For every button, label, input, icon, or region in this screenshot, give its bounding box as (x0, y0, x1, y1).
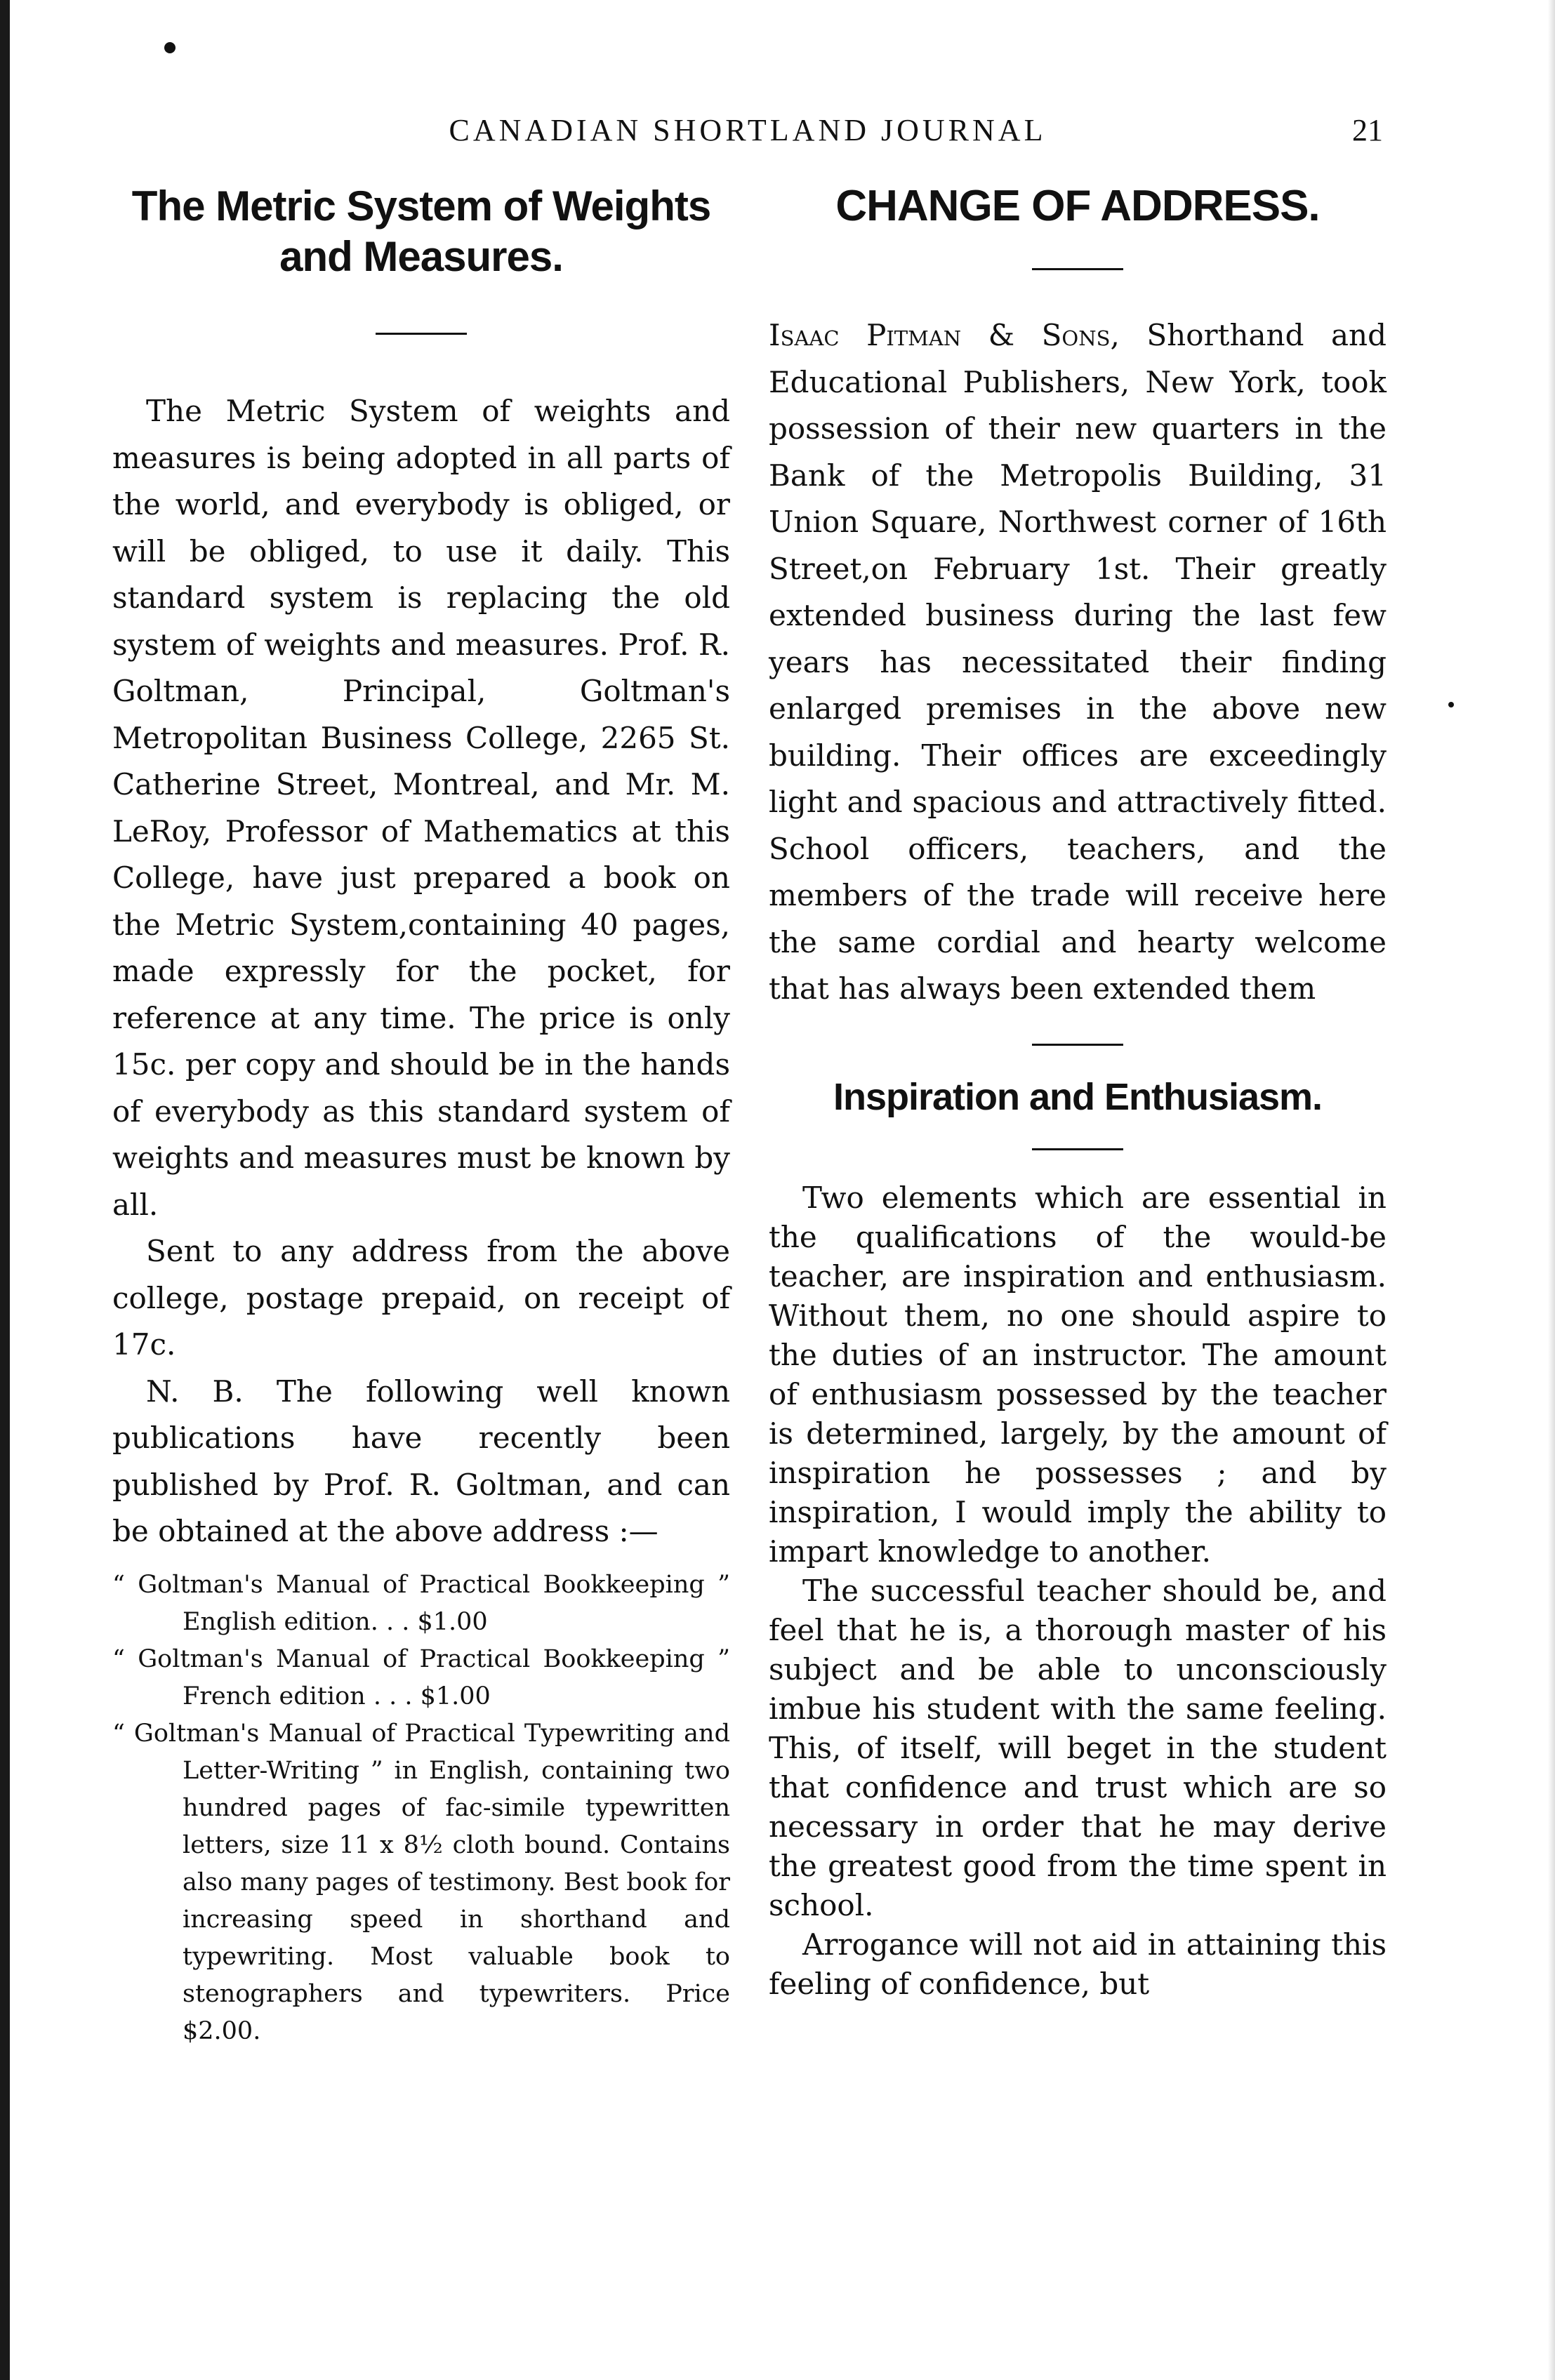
title-rule (376, 333, 467, 335)
publisher-name: Isaac Pitman & Sons, (769, 318, 1120, 352)
metric-article-title (112, 181, 730, 282)
ink-speck (1448, 702, 1454, 707)
metric-paragraph: The Metric System of weights and measures is being adopted in all parts of the world, and everybody is obliged, or will be obliged, to use it daily. This standard system is replacing the old system of weights and measures. Prof. R. Goltman, Principal, Goltman's Metropolitan Business College, 2265 St. Catherine Street, Montreal, and Mr. M. LeRoy, Professor of Mathematics at this College, have just prepared a book on the Metric System,containing 40 pages, made expressly for the pocket, for reference at any time. The price is only 15c. per copy and should be in the hands of everybody as this standard system of weights and measures must be known by all. (112, 394, 730, 1222)
title-rule (1032, 1148, 1123, 1150)
publication-item: “ Goltman's Manual of Practical Bookkeeping ” French edition . . . $1.00 (112, 1644, 730, 1710)
ink-speck (164, 42, 176, 53)
scan-border-left (0, 0, 10, 2380)
publications-list (112, 1567, 730, 2050)
change-of-address-title: CHANGE OF ADDRESS. (835, 182, 1320, 230)
section-rule (1032, 1044, 1123, 1046)
inspiration-paragraph: Arrogance will not aid in attaining this feeling of confidence, but (769, 1927, 1387, 2001)
change-of-address-text: Shorthand and Educational Publishers, New York, took possession of their new quarters in the Bank of the Metropolis Building, 31 Union Square, Northwest corner of 16th Street,on February 1st. Their greatly extended business during the last few years has necessitated their finding enlarged premises in the above new building. Their offices are exceedingly light and spacious and attractively fitted. School officers, teachers, and the members of the trade will receive here the same cordial and hearty welcome that has always been extended them (769, 318, 1387, 1006)
inspiration-title: Inspiration and Enthusiasm. (833, 1075, 1323, 1118)
metric-title-line1: The Metric System of Weights (131, 182, 711, 230)
running-header (112, 112, 1383, 154)
scan-border-right (1548, 0, 1555, 2380)
publication-item: “ Goltman's Manual of Practical Bookkeeping ” English edition. . . $1.00 (112, 1570, 730, 1636)
page-number: 21 (1352, 113, 1383, 147)
change-of-address-body (769, 312, 1387, 1013)
metric-paragraph: Sent to any address from the above college, postage prepaid, on receipt of 17c. (112, 1234, 730, 1362)
metric-paragraph: N. B. The following well known publications have recently been published by Prof. R. Goltman, and can be obtained at the above address :— (112, 1374, 730, 1548)
publication-item: “ Goltman's Manual of Practical Typewriting and Letter-Writing ” in English, containing two hundred pages of fac-simile typewritten letters, size 11 x 8½ cloth bound. Contains also many pages of testimony. Best book for increasing speed in shorthand and typewriting. Most valuable book to stenographers and typewriters. Price $2.00. (112, 1719, 730, 2045)
title-rule (1032, 268, 1123, 270)
left-column (112, 181, 730, 2050)
metric-title-line2: and Measures. (279, 233, 563, 280)
right-column (769, 181, 1387, 2004)
inspiration-paragraph: The successful teacher should be, and feel that he is, a thorough master of his subject and be able to unconsciously imbue his student with the same feeling. This, of itself, will beget in the student that confidence and trust which are so necessary in order that he may derive the greatest good from the time spent in school. (769, 1573, 1387, 1922)
inspiration-paragraph: Two elements which are essential in the qualifications of the would-be teacher, are inspiration and enthusiasm. Without them, no one should aspire to the duties of an instructor. The amount of enthusiasm possessed by the teacher is determined, largely, by the amount of inspiration he possesses ; and by inspiration, I would imply the ability to impart knowledge to another. (769, 1180, 1387, 1569)
journal-title: CANADIAN SHORTLAND JOURNAL (449, 113, 1047, 147)
